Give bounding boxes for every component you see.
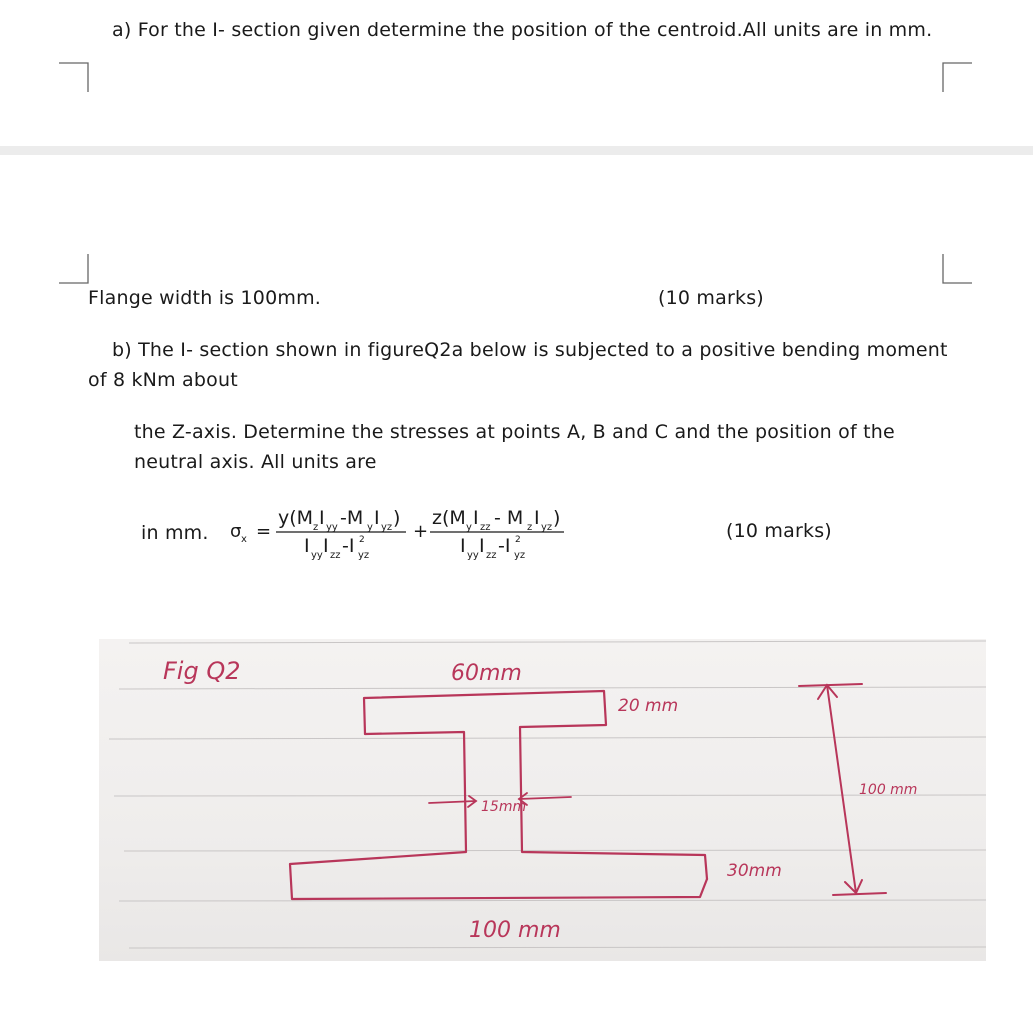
svg-text:I: I (319, 507, 325, 529)
svg-text:): ) (393, 507, 401, 529)
marks-a: (10 marks) (658, 287, 764, 309)
svg-text:z(M: z(M (432, 507, 466, 529)
svg-text:I: I (460, 535, 466, 557)
part-b-line-1: b) The I- section shown in figureQ2a below is subjected to a positive bending moment (112, 339, 948, 361)
svg-text:): ) (553, 507, 561, 529)
crop-mark-top-right (942, 62, 972, 92)
bending-stress-formula (230, 496, 590, 566)
web-dimension: 15mm (481, 799, 527, 815)
part-a-question: a) For the I- section given determine the position of the centroid.All units are in mm. (112, 19, 933, 41)
svg-text:I: I (323, 535, 329, 557)
bottom-thickness-dimension: 30mm (727, 861, 782, 881)
svg-text:yz: yz (358, 550, 370, 561)
svg-text:-M: -M (340, 507, 364, 529)
height-dimension: 100 mm (859, 782, 918, 798)
svg-text:- M: - M (494, 507, 524, 529)
svg-text:yz: yz (381, 522, 393, 533)
thickness-dimension: 20 mm (618, 696, 679, 716)
notebook-lines (109, 641, 986, 948)
svg-text:x: x (241, 534, 247, 545)
svg-text:-I: -I (498, 535, 511, 557)
svg-text:yz: yz (514, 550, 526, 561)
svg-text:+: + (413, 521, 429, 542)
svg-text:I: I (479, 535, 485, 557)
svg-text:σ: σ (230, 521, 242, 542)
flange-width-text: Flange width is 100mm. (88, 287, 322, 309)
crop-mark-bottom-left (59, 254, 89, 284)
svg-text:I: I (304, 535, 310, 557)
svg-text:y: y (367, 522, 373, 533)
svg-text:yz: yz (541, 522, 553, 533)
in-mm-text: in mm. (141, 522, 209, 544)
part-b-line-4: neutral axis. All units are (134, 451, 377, 473)
svg-text:zz: zz (330, 550, 341, 561)
svg-text:y(M: y(M (278, 507, 314, 529)
marks-b: (10 marks) (726, 520, 832, 542)
part-b-line-3: the Z-axis. Determine the stresses at points A, B and C and the position of the (134, 421, 895, 443)
part-b-line-2: of 8 kNm about (88, 369, 238, 391)
crop-mark-top-left (59, 62, 89, 92)
svg-text:I: I (374, 507, 380, 529)
page-separator (0, 146, 1033, 155)
svg-text:yy: yy (311, 550, 323, 561)
top-flange-dimension: 60mm (451, 661, 522, 686)
svg-text:I: I (473, 507, 479, 529)
svg-text:y: y (466, 522, 472, 533)
svg-text:=: = (256, 521, 272, 542)
bottom-flange-dimension: 100 mm (469, 918, 561, 943)
svg-text:zz: zz (486, 550, 497, 561)
svg-text:-I: -I (342, 535, 355, 557)
figure-q2-photo (99, 639, 986, 961)
svg-text:yy: yy (326, 522, 338, 533)
svg-text:2: 2 (359, 535, 365, 545)
svg-text:zz: zz (480, 522, 491, 533)
svg-text:z: z (527, 522, 533, 533)
svg-text:2: 2 (515, 535, 521, 545)
crop-mark-bottom-right (942, 254, 972, 284)
svg-text:yy: yy (467, 550, 479, 561)
figure-title: Fig Q2 (163, 657, 241, 685)
svg-text:z: z (313, 522, 319, 533)
svg-text:I: I (534, 507, 540, 529)
